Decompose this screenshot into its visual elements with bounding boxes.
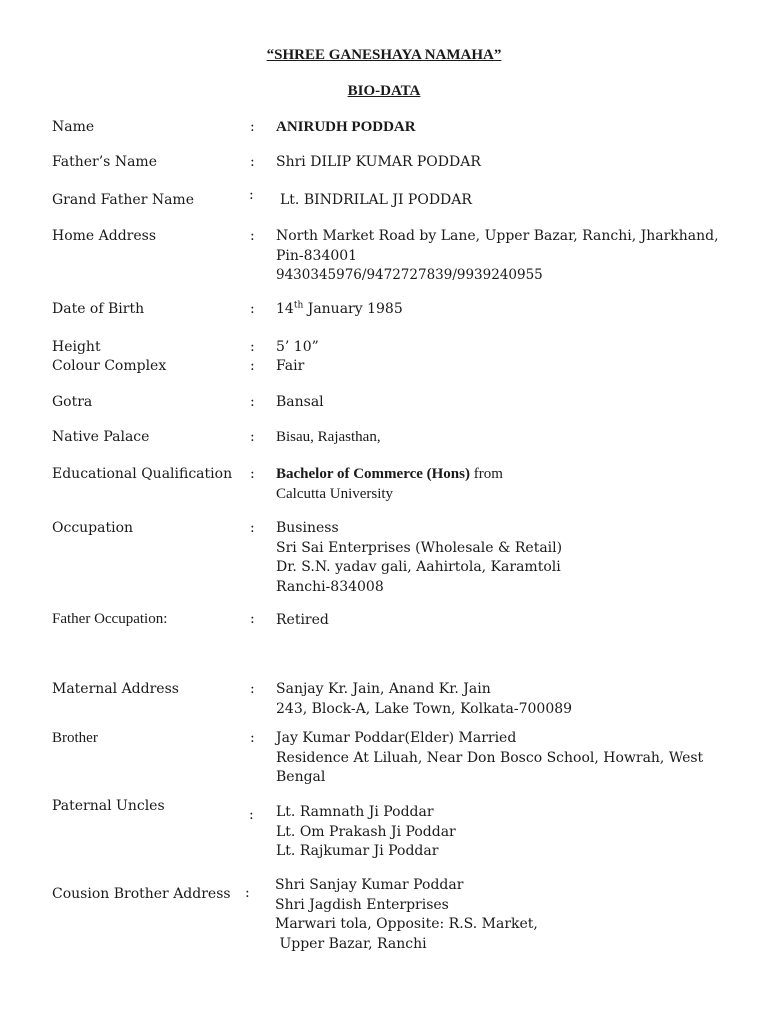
paternal-uncle-line: Lt. Ramnath Ji Poddar — [276, 804, 434, 820]
native-place-label: Native Palace — [52, 429, 150, 445]
home-address-phones: 9430345976/9472727839/9939240955 — [276, 267, 543, 283]
education-degree: Bachelor of Commerce (Hons) — [276, 466, 470, 482]
home-address-value — [276, 227, 719, 286]
home-address-line-2: Pin-834001 — [276, 247, 358, 264]
father-name-colon: : — [250, 154, 255, 170]
cousin-brother-address-colon: : — [245, 885, 250, 901]
maternal-address-line: Sanjay Kr. Jain, Anand Kr. Jain — [276, 681, 491, 697]
gotra-colon: : — [250, 394, 255, 410]
height-value: 5’ 10” — [276, 339, 319, 355]
maternal-address-label: Maternal Address — [52, 681, 179, 697]
occupation-value — [276, 519, 562, 597]
occupation-line: Ranchi-834008 — [276, 578, 384, 595]
education-university: Calcutta University — [276, 485, 394, 502]
brother-value — [276, 729, 703, 788]
grandfather-name-value: Lt. BINDRILAL JI PODDAR — [280, 192, 472, 208]
paternal-uncles-label: Paternal Uncles — [52, 798, 165, 814]
education-line-1 — [276, 465, 503, 485]
complexion-value: Fair — [276, 358, 305, 374]
father-occupation-colon: : — [250, 611, 255, 627]
father-name-label: Father’s Name — [52, 154, 157, 170]
name-label: Name — [52, 119, 95, 135]
paternal-uncle-line: Lt. Om Prakash Ji Poddar — [276, 823, 456, 840]
paternal-uncles-value — [276, 803, 456, 862]
native-place-colon: : — [250, 429, 255, 445]
brother-line: Jay Kumar Poddar(Elder) Married — [276, 730, 517, 746]
complexion-colon: : — [250, 358, 255, 374]
page-title: BIO-DATA — [347, 83, 421, 99]
dob-suffix: th — [293, 300, 304, 311]
maternal-address-line: 243, Block-A, Lake Town, Kolkata-700089 — [276, 700, 573, 717]
home-address-colon: : — [250, 228, 255, 244]
occupation-line: Dr. S.N. yadav gali, Aahirtola, Karamtoli — [276, 559, 561, 575]
cousin-address-line: Shri Sanjay Kumar Poddar — [275, 877, 464, 893]
gotra-label: Gotra — [52, 394, 93, 410]
brother-line: Bengal — [276, 769, 326, 785]
occupation-line: Sri Sai Enterprises (Wholesale & Retail) — [276, 539, 563, 556]
grandfather-name-colon: : — [249, 187, 254, 203]
cousin-brother-address-label: Cousion Brother Address — [52, 886, 231, 902]
name-colon: : — [250, 119, 255, 135]
education-value — [276, 465, 503, 504]
father-occupation-value: Retired — [276, 612, 329, 628]
maternal-address-value — [276, 680, 572, 719]
cousin-address-line: Upper Bazar, Ranchi — [275, 935, 427, 952]
complexion-label: Colour Complex — [52, 358, 167, 374]
occupation-label: Occupation — [52, 520, 134, 536]
education-colon: : — [250, 466, 255, 482]
brother-label: Brother — [52, 730, 98, 746]
occupation-line: Business — [276, 520, 339, 536]
brother-line: Residence At Liluah, Near Don Bosco School, Howrah, West — [276, 749, 704, 766]
brother-colon: : — [250, 730, 255, 746]
height-label: Height — [52, 339, 101, 355]
dob-rest: January 1985 — [303, 301, 403, 317]
dob-label: Date of Birth — [52, 301, 145, 317]
invocation-heading: “SHREE GANESHAYA NAMAHA” — [266, 47, 502, 63]
grandfather-name-label: Grand Father Name — [52, 192, 194, 208]
cousin-brother-address-value — [275, 876, 538, 954]
native-place-value: Bisau, Rajasthan, — [276, 429, 381, 445]
maternal-address-colon: : — [250, 681, 255, 697]
paternal-uncle-line: Lt. Rajkumar Ji Poddar — [276, 843, 439, 859]
home-address-line-1: North Market Road by Lane, Upper Bazar, Ranchi, Jharkhand, — [276, 228, 719, 244]
height-colon: : — [250, 339, 255, 355]
father-occupation-label: Father Occupation: — [52, 611, 168, 627]
gotra-value: Bansal — [276, 394, 324, 410]
occupation-colon: : — [250, 520, 255, 536]
education-label: Educational Qualification — [52, 466, 233, 482]
cousin-address-line: Marwari tola, Opposite: R.S. Market, — [275, 916, 538, 932]
dob-value — [276, 300, 403, 320]
name-value: ANIRUDH PODDAR — [276, 119, 416, 135]
paternal-uncles-colon: : — [249, 807, 254, 823]
dob-colon: : — [250, 301, 255, 317]
home-address-label: Home Address — [52, 228, 157, 244]
education-from: from — [469, 466, 503, 482]
cousin-address-line: Shri Jagdish Enterprises — [275, 896, 449, 913]
dob-day: 14 — [276, 301, 294, 317]
father-name-value: Shri DILIP KUMAR PODDAR — [276, 154, 481, 170]
